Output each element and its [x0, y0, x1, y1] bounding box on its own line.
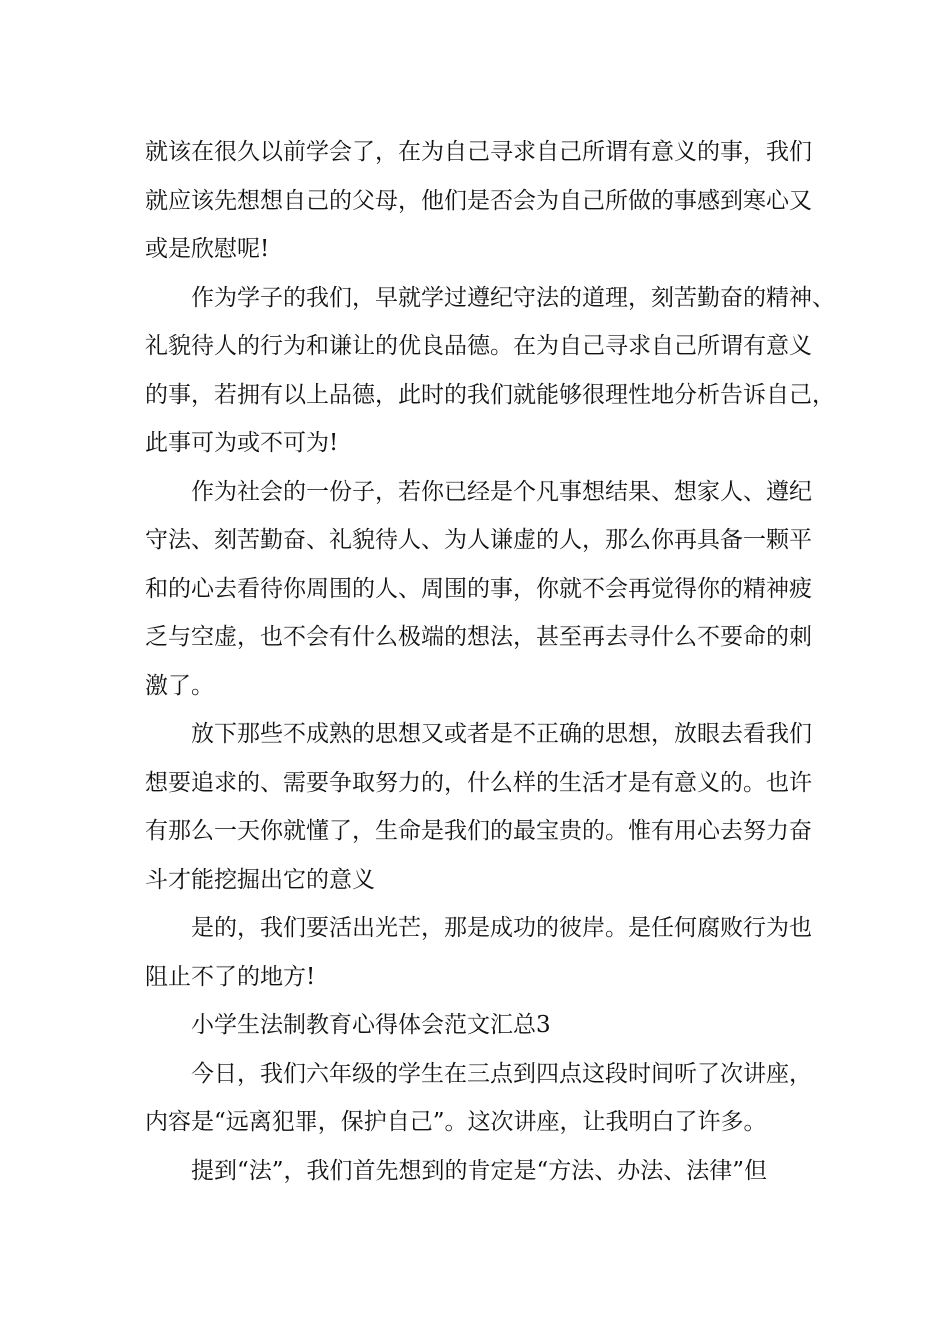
text-line: 想要追求的、需要争取努力的，什么样的生活才是有意义的。也许: [145, 769, 812, 796]
text-line: 守法、刻苦勤奋、礼貌待人、为人谦虚的人，那么你再具备一颗平: [145, 527, 812, 553]
section-heading: 小学生法制教育心得体会范文汇总3: [191, 1012, 551, 1038]
text-line: 此事可为或不可为!: [145, 430, 339, 456]
text-line: 阻止不了的地方!: [145, 963, 316, 990]
text-line: 放下那些不成熟的思想又或者是不正确的思想，放眼去看我们: [191, 721, 812, 747]
text-line: 作为社会的一份子，若你已经是个凡事想结果、想家人、遵纪: [191, 478, 812, 505]
text-line: 今日，我们六年级的学生在三点到四点这段时间听了次讲座，: [191, 1060, 812, 1087]
text-line: 礼貌待人的行为和谦让的优良品德。在为自己寻求自己所谓有意义: [145, 333, 812, 359]
text-line: 斗才能挖掘出它的意义: [145, 866, 375, 893]
text-line: 乏与空虚，也不会有什么极端的想法，甚至再去寻什么不要命的刺: [145, 624, 812, 650]
text-line: 提到“法”，我们首先想到的肯定是“方法、办法、法律”但: [191, 1157, 768, 1184]
text-line: 内容是“远离犯罪，保护自己”。这次讲座，让我明白了许多。: [145, 1109, 767, 1135]
text-line: 就该在很久以前学会了，在为自己寻求自己所谓有意义的事，我们: [145, 139, 812, 165]
text-line: 和的心去看待你周围的人、周围的事，你就不会再觉得你的精神疲: [145, 575, 812, 602]
document-body: [145, 128, 835, 1195]
text-line: 激了。: [145, 672, 214, 699]
text-line: 有那么一天你就懂了，生命是我们的最宝贵的。惟有用心去努力奋: [145, 818, 812, 844]
text-line: 或是欣慰呢!: [145, 236, 270, 262]
text-line: 作为学子的我们，早就学过遵纪守法的道理，刻苦勤奋的精神、: [191, 284, 835, 311]
text-line: 是的，我们要活出光芒，那是成功的彼岸。是任何腐败行为也: [191, 915, 812, 941]
text-line: 就应该先想想自己的父母，他们是否会为自己所做的事感到寒心又: [145, 187, 812, 214]
text-line: 的事，若拥有以上品德，此时的我们就能够很理性地分析告诉自己，: [145, 381, 835, 408]
